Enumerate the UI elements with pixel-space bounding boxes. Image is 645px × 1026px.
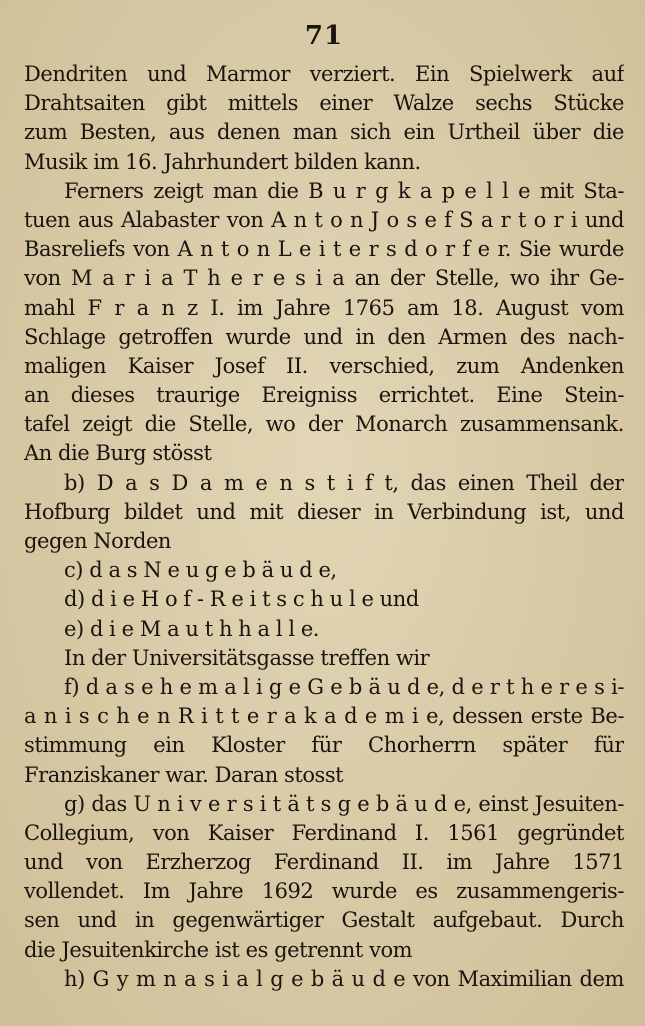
text-line: die Jesuitenkirche ist es getrennt vom [24,937,413,962]
text-line: d) d i e H o f - R e i t s c h u l e und [64,587,419,612]
text-line: Schlage getroffen wurde und in den Armen des nach- [24,324,624,349]
text-line: f) d a s e h e m a l i g e G e b ä u d e, d e r t h e r e s i- [64,674,624,699]
text-line: In der Universitätsgasse treffen wir [64,645,430,670]
text-line: An die Burg stösst [24,441,212,466]
text-line: Collegium, von Kaiser Ferdinand I. 1561 gegründet [24,820,624,845]
text-line: von M a r i a T h e r e s i a an der Stelle, wo ihr Ge- [24,266,624,291]
text-line: e) d i e M a u t h h a l l e. [64,616,320,641]
text-line: tuen aus Alabaster von A n t o n J o s e f S a r t o r i und [24,207,624,232]
text-line: a n i s c h e n R i t t e r a k a d e m i e, dessen erste Be- [24,704,624,729]
text-line: Hofburg bildet und mit dieser in Verbindung ist, und [24,499,624,524]
text-line: stimmung ein Kloster für Chorherrn später für [24,733,624,758]
text-line: c) d a s N e u g e b ä u d e, [64,558,337,583]
text-line: Franziskaner war. Daran stosst [24,762,344,787]
text-line: tafel zeigt die Stelle, wo der Monarch zusammensank. [24,412,624,437]
text-line: Drahtsaiten gibt mittels einer Walze sechs Stücke [24,91,624,116]
text-line: Ferners zeigt man die B u r g k a p e l l e mit Sta- [64,178,624,203]
text-line: Dendriten und Marmor verziert. Ein Spielwerk auf [24,62,624,86]
text-line: g) das U n i v e r s i t ä t s g e b ä u d e, einst Jesuiten- [64,791,624,816]
text-line: gegen Norden [24,529,171,553]
text-line: mahl F r a n z I. im Jahre 1765 am 18. August vom [24,295,624,320]
text-line: Musik im 16. Jahrhundert bilden kann. [24,149,421,174]
text-line: Basreliefs von A n t o n L e i t e r s d o r f e r. Sie wurde [24,237,624,262]
text-line: maligen Kaiser Josef II. verschied, zum Andenken [24,353,624,378]
text-line: h) G y m n a s i a l g e b ä u d e von Maximilian dem [64,966,624,991]
body-text [24,60,624,994]
text-line: und von Erzherzog Ferdinand II. im Jahre 1571 [24,850,624,875]
book-page [24,22,624,1012]
text-line: vollendet. Im Jahre 1692 wurde es zusammengeris- [24,879,624,904]
text-line: zum Besten, aus denen man sich ein Urtheil über die [24,120,624,145]
text-line: b) D a s D a m e n s t i f t, das einen Theil der [64,470,624,495]
text-line: an dieses traurige Ereigniss errichtet. Eine Stein- [24,383,624,408]
text-line: sen und in gegenwärtiger Gestalt aufgebaut. Durch [24,908,624,933]
page-number: 71 [304,21,344,51]
